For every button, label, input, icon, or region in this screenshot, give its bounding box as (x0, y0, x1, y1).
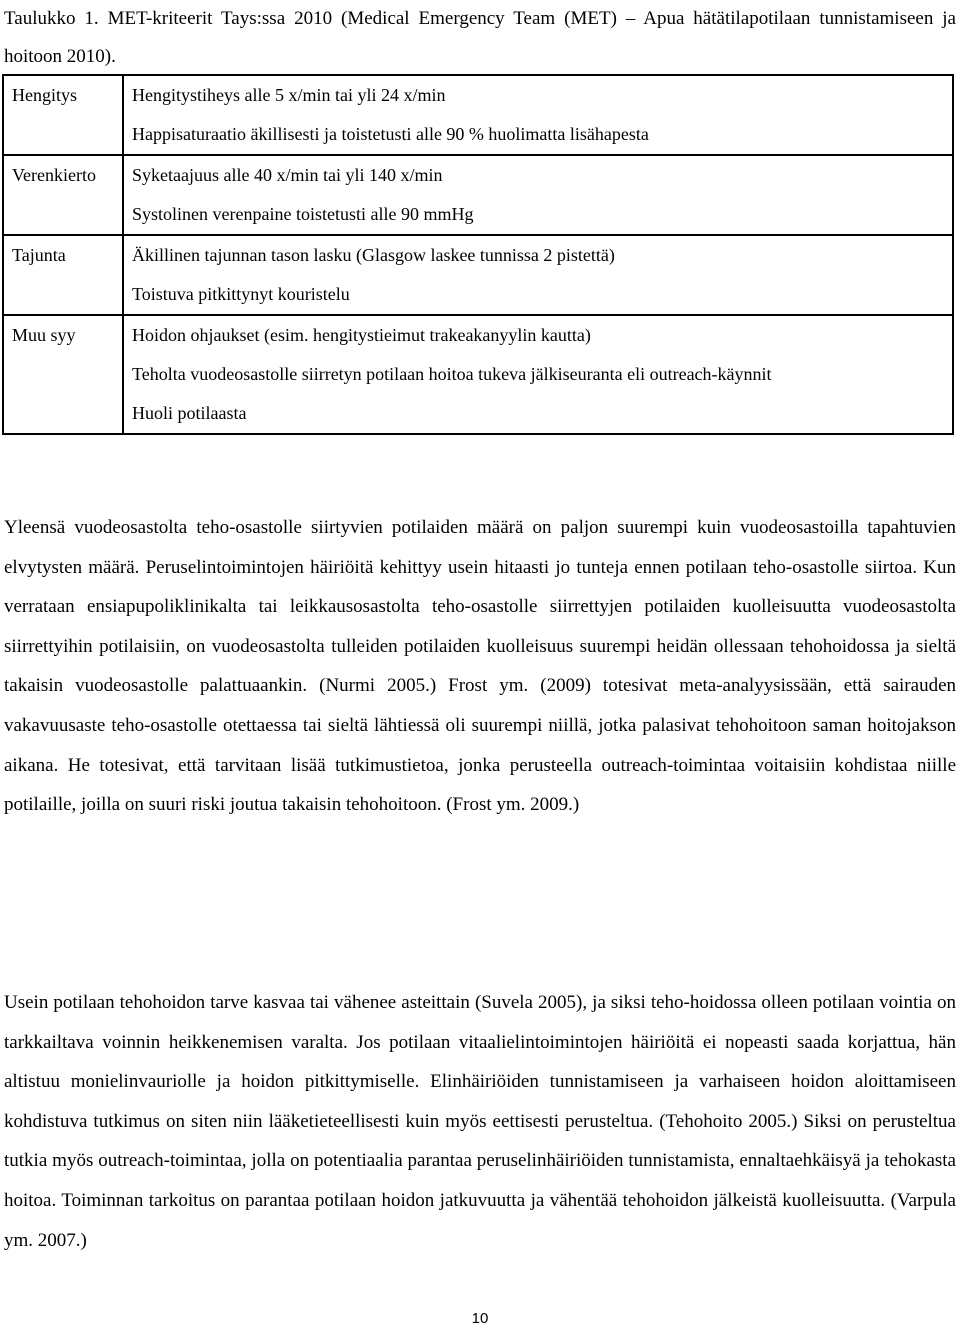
category-cell (3, 115, 123, 155)
table-row (3, 75, 953, 115)
criterion-cell: Systolinen verenpaine toistetusti alle 90 mmHg (123, 195, 953, 235)
table-caption: Taulukko 1. MET-kriteerit Tays:ssa 2010 (Medical Emergency Team (MET) – Apua hätätilapotilaan tunnistamiseen ja hoitoon 2010). (4, 8, 956, 67)
met-criteria-table (2, 74, 954, 435)
table-row (3, 394, 953, 434)
category-cell (3, 195, 123, 235)
category-cell (3, 355, 123, 394)
category-cell: Hengitys (3, 75, 123, 115)
criterion-cell: Toistuva pitkittynyt kouristelu (123, 275, 953, 315)
category-cell: Verenkierto (3, 155, 123, 195)
table-row (3, 195, 953, 235)
criterion-cell: Hoidon ohjaukset (esim. hengitystieimut trakeakanyylin kautta) (132, 325, 591, 345)
criterion-cell: Teholta vuodeosastolle siirretyn potilaan hoitoa tukeva jälkiseuranta eli outreach-käynnit (132, 364, 772, 384)
criterion-cell: Hengitystiheys alle 5 x/min tai yli 24 x/min (132, 85, 446, 105)
category-cell (3, 394, 123, 434)
criterion-cell: Syketaajuus alle 40 x/min tai yli 140 x/min (132, 165, 443, 185)
body-paragraph: Usein potilaan tehohoidon tarve kasvaa tai vähenee asteittain (Suvela 2005), ja siksi teho-hoidossa olleen potilaan vointia on tarkkailtava voinnin heikkenemisen varalta. Jos potilaan vitaalielintoimintojen häiriöitä ei nopeasti saada korjattua, hän altistuu monielinvauriolle ja hoidon pitkittymiselle. Elinhäiriöiden tunnistamiseen ja varhaiseen hoidon aloittamiseen kohdistuva tutkimus on siten niin lääketieteellisesti kuin myös eettisesti perusteltua. (Tehohoito 2005.) Siksi on perusteltua tutkia myös outreach-toimintaa, jolla on potentiaalia parantaa peruselinhäiriöiden tunnistamista, ennaltaehkäisyä ja tehokasta hoitoa. Toiminnan tarkoitus on parantaa potilaan hoidon jatkuvuutta ja vähentää tehohoidon jälkeistä kuolleisuutta. (Varpula ym. 2007.) (4, 992, 956, 1251)
criterion-cell: Äkillinen tajunnan tason lasku (Glasgow laskee tunnissa 2 pistettä) (132, 245, 615, 265)
table-row (3, 355, 953, 394)
table-row (3, 275, 953, 315)
criterion-cell: Happisaturaatio äkillisesti ja toistetusti alle 90 % huolimatta lisähapesta (123, 115, 953, 155)
category-cell: Muu syy (3, 315, 123, 355)
criterion-cell: Huoli potilaasta (132, 403, 247, 423)
category-cell: Tajunta (3, 235, 123, 275)
category-cell (3, 275, 123, 315)
table-row (3, 155, 953, 195)
table-row (3, 315, 953, 355)
body-paragraph: Yleensä vuodeosastolta teho-osastolle siirtyvien potilaiden määrä on paljon suurempi kuin vuodeosastoilla tapahtuvien elvytysten määrä. Peruselintoimintojen häiriöitä kehittyy usein hitaasti jo tunteja ennen potilaan teho-osastolle siirtoa. Kun verrataan ensiapupoliklinikalta tai leikkausosastolta teho-osastolle siirrettyjen potilaiden kuolleisuutta vuodeosastolta siirrettyihin potilaisiin, on vuodeosastolta tulleiden potilaiden kuolleisuus suurempi heidän ollessaan tehohoidossa ja sieltä takaisin vuodeosastolle palattuaankin. (Nurmi 2005.) Frost ym. (2009) totesivat meta-analyysissään, että sairauden vakavuusaste teho-osastolle otettaessa tai sieltä lähtiessä oli suurempi niillä, jotka palasivat tehohoitoon saman hoitojakson aikana. He totesivat, että tarvitaan lisää tutkimustietoa, jonka perusteella outreach-toimintaa voitaisiin kohdistaa niille potilaille, joilla on suuri riski joutua takaisin tehohoitoon. (Frost ym. 2009.) (4, 517, 956, 816)
table-row (3, 235, 953, 275)
page-number: 10 (471, 1310, 489, 1327)
table-row (3, 115, 953, 155)
